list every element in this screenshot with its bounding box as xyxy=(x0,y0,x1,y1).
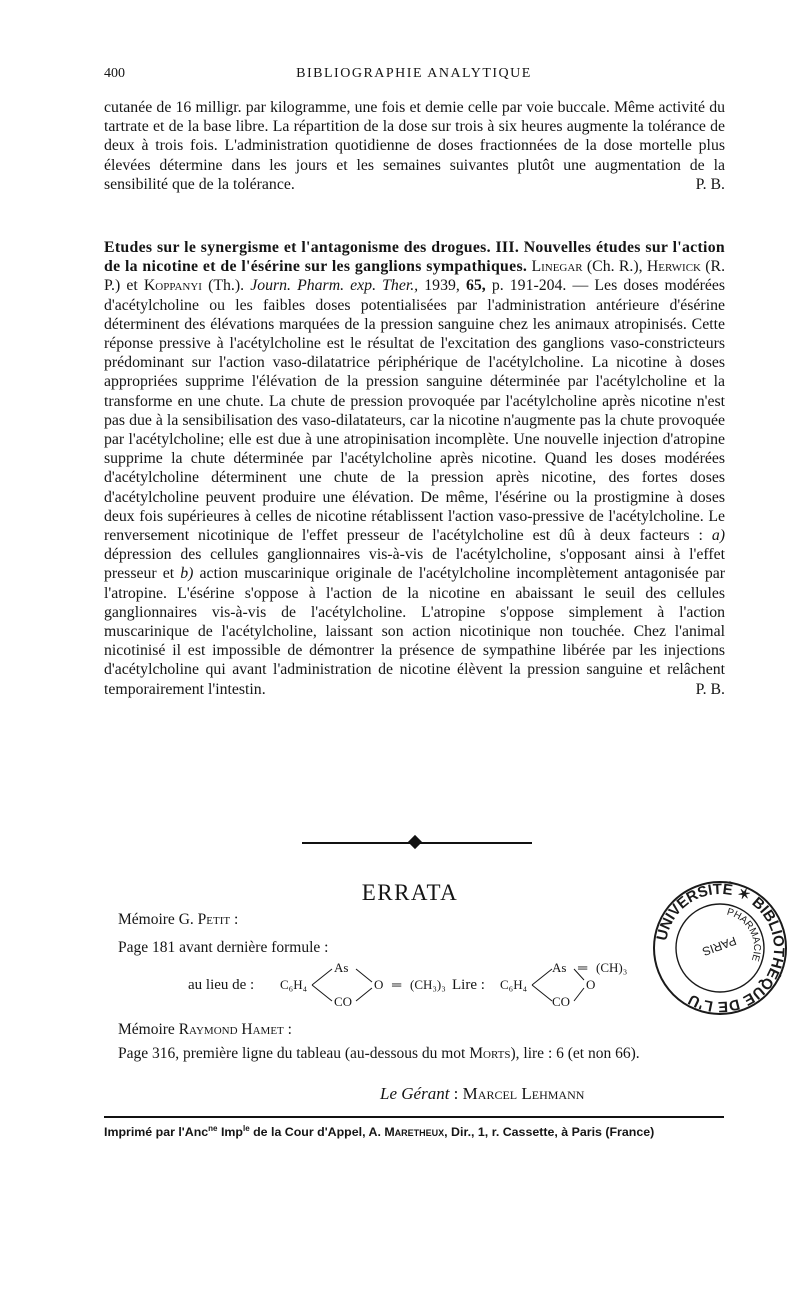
memoire-author: G. Petit : xyxy=(178,911,239,928)
gerant-colon: : xyxy=(453,1084,459,1103)
formula-o: O xyxy=(374,977,384,992)
author-herwick: Herwick xyxy=(646,258,701,276)
imprint-text: de la Cour d'Appel, A. xyxy=(249,1125,385,1140)
journal-volume: 65, xyxy=(465,277,486,295)
errata-title: ERRATA xyxy=(361,880,459,905)
journal-pages: p. 191-204. xyxy=(491,277,567,295)
stamp-center-text: PARIS xyxy=(700,933,739,959)
stamp-outer-text: UNIVERSITÉ ✶ BIBLIOTHÈQUE DE L'U xyxy=(653,880,788,1016)
article-abstract xyxy=(104,238,725,699)
au-lieu-de-label: au lieu de : xyxy=(188,977,255,993)
imprint-sup: le xyxy=(243,1124,250,1133)
page-number: 400 xyxy=(104,66,125,81)
printer-imprint xyxy=(104,1124,744,1139)
diamond-ornament-icon xyxy=(408,835,422,849)
lire-label: Lire : xyxy=(452,977,485,993)
signature: P. B. xyxy=(695,680,725,698)
memoire-label: Mémoire xyxy=(118,1021,175,1038)
author-initials: (R. P.) et xyxy=(104,258,726,295)
formula-as: As xyxy=(334,960,349,975)
item-a-marker: a) xyxy=(711,527,725,545)
formula-eq: ═ xyxy=(578,960,588,975)
formula-co: CO xyxy=(552,994,571,1009)
formula-c6h4: C₆H₄ xyxy=(500,977,528,992)
errata-word: Morts xyxy=(469,1045,511,1062)
signature: P. B. xyxy=(695,175,725,193)
item-b-marker: b) xyxy=(180,565,194,583)
errata-formula xyxy=(188,958,748,1014)
errata-memoire-petit xyxy=(118,910,238,929)
formula-o: O xyxy=(586,977,596,992)
errata-line-text: ), lire : 6 (et non 66). xyxy=(510,1045,640,1062)
errata-memoire-hamet xyxy=(118,1020,292,1039)
formula-c6h4: C₆H₄ xyxy=(280,977,308,992)
article-body: — Les doses modérées d'acétylcholine ou les faibles doses potentialisées par l'administration antérieure d'ésérine déterminent des élévations marquées de la pression sanguine chez les animaux atropinisés. Cette réponse pressive à l'acétylcholine est le résultat de l'excitation des ganglions vaso-constricteurs prédominant sur l'action vaso-dilatatrice périphérique de l'acétylcholine. La nicotine à doses appropriées supprime l'élévation de la pression sanguine déterminée par l'acétylcholine et la transforme en une chute. La chute de pression provoquée par l'acétylcholine après nicotine n'est pas due à la sensibilisation des vaso-dilatateurs, car la nicotine n'augmente pas la chute provoquée par l'acétylcholine; elle est due à une atropinisation incomplète. Une nouvelle injection d'atropine supprime la chute déterminée par l'acétylcholine après nicotine. Quand les doses modérées d'acétylcholine déterminent une chute de la pression après nicotine, des fortes doses d'acétylcholine peuvent produire une élévation. De même, l'ésérine ou la prostigmine à doses deux fois supérieures à celles de nicotine rétablissent l'action vaso-pressive de l'acétylcholine. Le renversement nicotinique de l'effet presseur de l'acétylcholine est dû à deux facteurs : xyxy=(104,277,726,545)
item-b-text: action muscarinique originale de l'acétylcholine incomplètement antagonisée par l'atropine. L'ésérine s'oppose à l'action de la nicotine en abaissant le seuil des cellules ganglionnaires vis-à-vis de l'acétylcholine. L'atropine s'oppose simplement à l'action muscarinique de l'acétylcholine, laissant son action nicotinique non touchée. Chez l'animal nicotinisé il est impossible de démontrer la présence de sympathine libérée par les injections d'acétylcholine qui avant l'administration de nicotine élèvent la pression sanguine et relâchent temporairement l'intestin. xyxy=(104,565,725,698)
imprint-text: Imprimé par l'Anc xyxy=(104,1125,209,1140)
formula-ch3: (CH₃)₃ xyxy=(410,977,446,992)
memoire-author: Raymond Hamet : xyxy=(178,1021,292,1038)
formula-as: As xyxy=(552,960,567,975)
imprint-text: Imp xyxy=(217,1125,243,1140)
formula-co: CO xyxy=(334,994,353,1009)
errata-line-text: Page 316, première ligne du tableau (au-dessous du mot xyxy=(118,1045,466,1062)
stamp-inner-text: PHARMACIE xyxy=(725,906,763,963)
imprint-printer: Maretheux xyxy=(384,1125,445,1140)
formula-eq: ═ xyxy=(392,977,402,992)
journal-year: 1939, xyxy=(424,277,460,295)
footer-rule xyxy=(104,1116,724,1118)
imprint-text: , Dir., 1, r. Cassette, à Paris (France) xyxy=(444,1125,655,1140)
item-a-text: dépression des cellules ganglionnaires vis-à-vis de l'acétylcholine, s'opposant ainsi à l'effet presseur et xyxy=(104,546,725,583)
gerant-line xyxy=(380,1084,584,1104)
imprint-sup: ne xyxy=(208,1124,218,1133)
gerant-name: Marcel Lehmann xyxy=(462,1084,585,1103)
formula-ch3-right: (CH)₃ xyxy=(596,960,628,975)
section-separator xyxy=(302,836,532,850)
running-title: BIBLIOGRAPHIE ANALYTIQUE xyxy=(296,66,532,81)
memoire-label: Mémoire xyxy=(118,911,175,928)
article-title: Etudes sur le synergisme et l'antagonisme des drogues. III. Nouvelles études sur l'action de la nicotine et de l'ésérine sur les ganglions sympathiques. xyxy=(104,239,725,276)
author-initials: (Th.). xyxy=(208,277,245,295)
paragraph-text: cutanée de 16 milligr. par kilogramme, une fois et demie celle par voie buccale. Même activité du tartrate et de la base libre. La répartition de la dose sur trois à six heures augmente la tolérance de deux à trois fois. L'administration quotidienne de doses fractionnées de la dose mortelle plus élevées détermine dans les jours et les semaines suivantes plutôt une augmentation de la sensibilité que de la tolérance. xyxy=(104,99,725,193)
journal-name: Journ. Pharm. exp. Ther., xyxy=(250,277,419,295)
errata-page-181: Page 181 avant dernière formule : xyxy=(118,939,329,956)
page-header xyxy=(104,66,724,88)
author-initials: (Ch. R.), xyxy=(586,258,643,276)
paragraph-continuation xyxy=(104,98,725,194)
gerant-label: Le Gérant xyxy=(380,1084,450,1103)
author-koppanyi: Koppanyi xyxy=(143,277,202,295)
author-linegar: Linegar xyxy=(531,258,583,276)
errata-page-316 xyxy=(118,1044,738,1063)
